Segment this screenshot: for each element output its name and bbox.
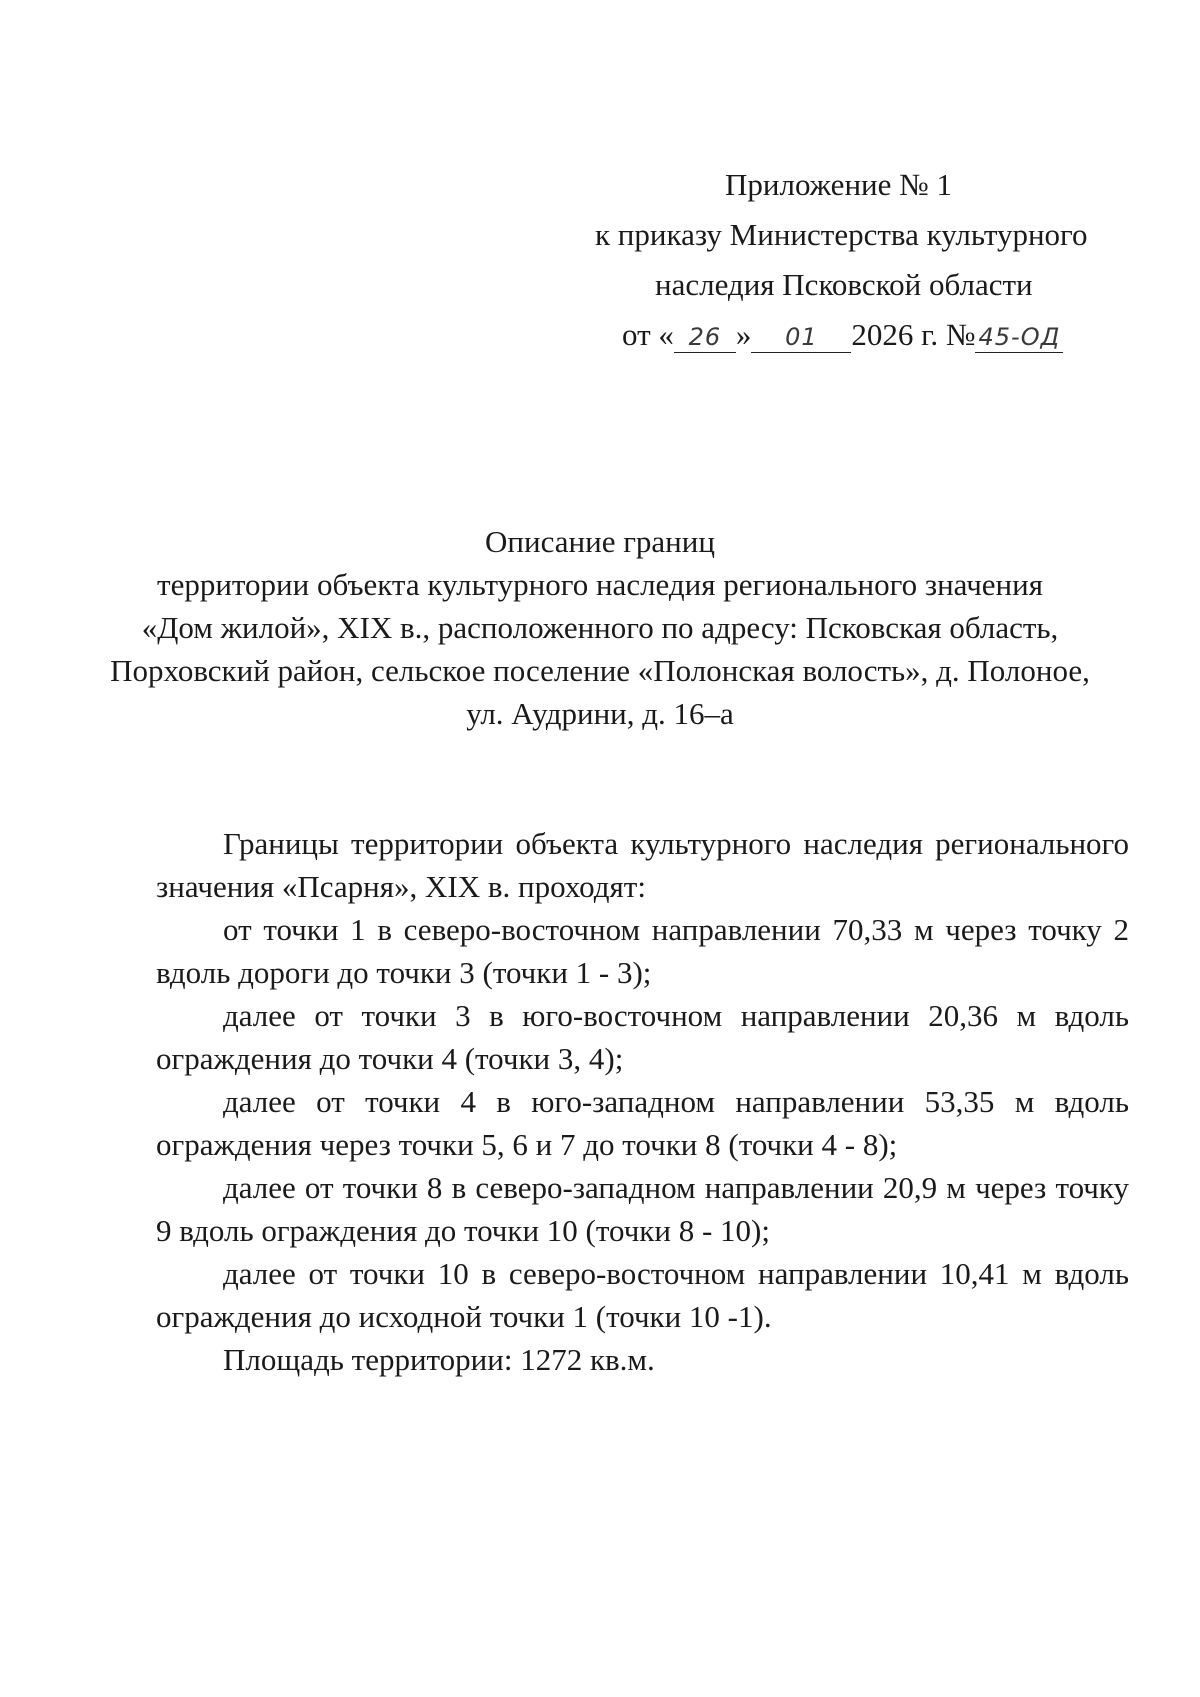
body-paragraph-segment-4: далее от точки 8 в северо-западном направлении 20,9 м через точку 9 вдоль ограждения до точки 10 (точки 8 - 10); [156,1170,1129,1248]
appendix-date-line [560,310,1080,360]
appendix-number: Приложение № 1 [725,167,952,202]
order-number-field [975,320,1063,353]
body-paragraph-segment-2: далее от точки 3 в юго-восточном направлении 20,36 м вдоль ограждения до точки 4 (точки 3, 4); [156,998,1129,1076]
body-paragraph-segment-1: от точки 1 в северо-восточном направлении 70,33 м через точку 2 вдоль дороги до точки 3 (точки 1 - 3); [156,912,1129,990]
title-line-1: Описание границ [485,524,715,559]
date-day-handwritten: 26 [688,323,722,351]
date-prefix: от « [622,317,674,352]
document-body [156,822,1129,1381]
date-separator: » [735,317,752,352]
appendix-ministry: наследия Псковской области [655,267,1033,302]
date-month-handwritten: 01 [785,323,818,351]
date-day-field [674,320,736,353]
body-paragraph-segment-5: далее от точки 10 в северо-восточном направлении 10,41 м вдоль ограждения до исходной точки 1 (точки 10 -1). [156,1256,1129,1334]
date-month-field [751,320,851,353]
title-line-3: «Дом жилой», XIX в., расположенного по адресу: Псковская область, [141,610,1059,645]
body-paragraph-area: Площадь территории: 1272 кв.м. [223,1342,655,1377]
title-line-5: ул. Аудрини, д. 16–а [466,696,734,731]
order-number-handwritten: 45-ОД [978,323,1061,351]
appendix-header [560,160,1088,360]
appendix-order-ref: к приказу Министерства культурного [595,217,1088,252]
title-line-2: территории объекта культурного наследия регионального значения [157,567,1043,602]
body-paragraph-segment-3: далее от точки 4 в юго-западном направлении 53,35 м вдоль ограждения через точки 5, 6 и 7 до точки 8 (точки 4 - 8); [156,1084,1129,1162]
body-paragraph-intro: Границы территории объекта культурного наследия регионального значения «Псарня», XIX в. проходят: [156,826,1129,904]
date-year-label: 2026 г. № [851,317,976,352]
document-title [100,520,1100,735]
title-line-4: Порховский район, сельское поселение «Полонская волость», д. Полоное, [110,653,1090,688]
